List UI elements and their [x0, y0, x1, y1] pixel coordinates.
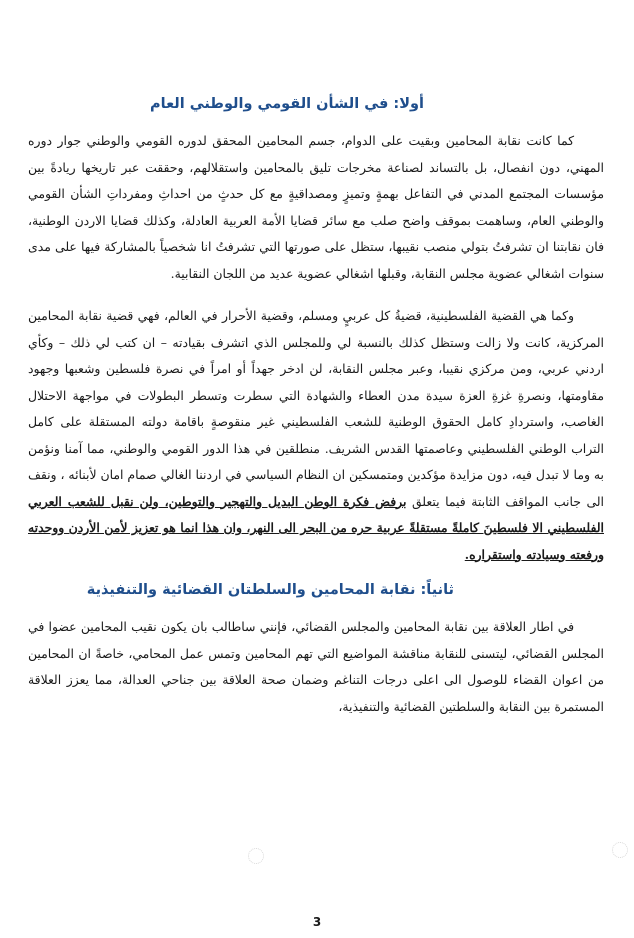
paragraph-palestinian-cause-text: وكما هي القضية الفلسطينية، قضيةُ كل عربيٍ ومسلم، وقضية الأحرار في العالم، فهي قضية نقابة المحامين المركزية، كانت ولا زالت وستظل كذلك بالنسبة لي وللمجلس الذي اتشرف بقيادته – ان كتب لي ذلك – وكأي اردني عربي، ومن مركزي نقيبا، وعبر مجلس النقابة، لن ادخر جهداً أو امراً في نصرة فلسطين وشعبها وجهود مقاومتها، ونصرةِ غزةِ العزة سيدة مدن العطاء والشهادة التي سطرت وتسطر البطولات في مواجهة الاحتلال الغاصب، واستردادِ كامل الحقوق الوطنية للشعب الفلسطيني غير منقوصةٍ باقامة دولته المستقلة على كامل التراب الوطني الفلسطيني وعاصمتها القدس الشريف. منطلقين في هذا الدور القومي والوطني، مما آمنا ونؤمن به وما لا تبدل فيه، دون مزايدة مؤكدين ومتمسكين ان النظام السياسي في اردننا الغالي صمام امان لأبنائه ، ونقف الى جانب المواقف الثابتة فيما يتعلق [28, 308, 605, 509]
page-number: 3 [312, 915, 322, 929]
paragraph-judicial-council: في اطار العلاقة بين نقابة المحامين والمجلس القضائي، فإنني ساطالب بان يكون نقيب المحامين عضوا في المجلس القضائي، ليتسنى للنقابة مناقشة المواضيع التي تهم المحامين وتمس عمل المحامي، خاصةً ان المحامين من اعوان القضاء للوصول الى اعلى درجات التناغم وضمان صحة العلاقة بين جناحي العدالة، مما يعزز العلاقة المستمرة بين النقابة والسلطتين القضائية والتنفيذية، [28, 619, 604, 714]
paragraph-national-role: كما كانت نقابة المحامين وبقيت على الدوام، جسم المحامين المحقق لدوره القومي والوطني جوار دوره المهني، دون انفصال، بل بالتساند لصناعة مخرجات تليق بالمحامين واستقلالهم، وحققت عبر تاريخها ريادةً بين مؤسسات المجتمع المدني في التفاعل بهمةٍ وتميزٍ ومصداقيةٍ مع كل حدثٍ من احداثِ ومفرداتِ الشأن القومي والوطني العام، وساهمت بموقف واضح صلب مع سائر قضايا الأمة العربية العادلة، وكذلك قضايا الاردن الوطنية، فان نقابتنا ان تشرفتُ بتولي منصب نقيبها، ستظل على صورتها التي تشرفتُ انا شخصياً بالمشاركة فيها على مدى سنوات اشغالي عضوية مجلس النقابة، وقبلها اشغالي عضوية عديد من اللجان النقابية. [28, 133, 604, 281]
section-heading-judicial-executive: ثانياً: نقابة المحامين والسلطتان القضائية والتنفيذية [86, 582, 454, 598]
paragraph-palestinian-cause [28, 303, 604, 568]
section-heading-national-affairs: أولا: في الشأن القومي والوطني العام [150, 96, 424, 112]
faint-scan-mark [248, 848, 264, 864]
underlined-statement: برفض فكرة الوطن البديل والتهجير والتوطين، ولن نقبل للشعب العربي الفلسطيني الا فلسطينَ كاملةً مستقلةً عربية حره من البحر الى النهر، وان هذا انما هو تعزيز لأمن الأردن ووحدته ورفعته وسيادته واستقراره. [28, 493, 604, 562]
faint-scan-mark [612, 842, 628, 858]
